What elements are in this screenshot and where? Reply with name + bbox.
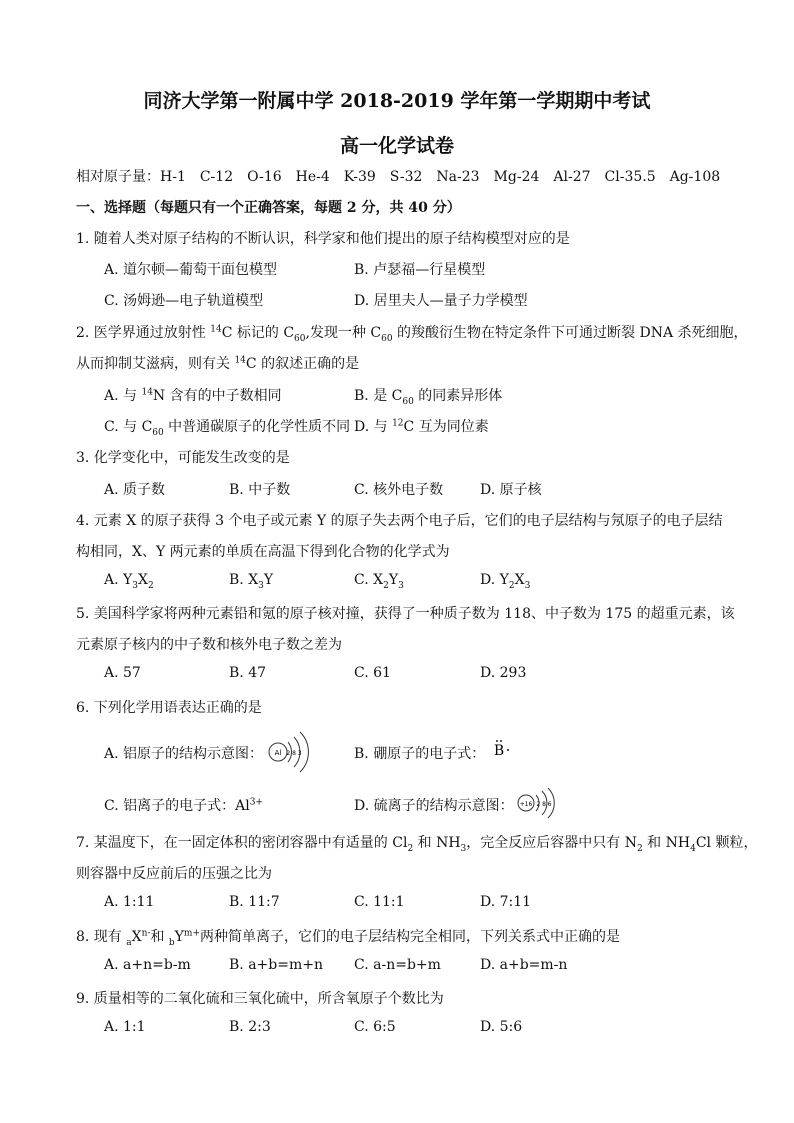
question-9-option-c: C. 6:5 xyxy=(354,1019,396,1035)
question-6-option-c: C. 铝离子的电子式：$Al^{3+}$ xyxy=(104,797,263,814)
sulfide-shell-counts: 2 8 6 xyxy=(536,801,552,808)
question-7-option-c: C. 11:1 xyxy=(354,894,405,910)
question-3-option-b: B. 中子数 xyxy=(229,482,291,498)
question-2-stem-line2: 从而抑制艾滋病，则有关 $^{14}$C 的叙述正确的是 xyxy=(76,355,360,372)
question-3-option-c: C. 核外电子数 xyxy=(354,482,444,498)
question-8-option-c: C. a-n=b+m xyxy=(354,957,441,973)
question-7-option-b: B. 11:7 xyxy=(229,894,280,910)
question-2-stem: 2. 医学界通过放射性 $^{14}$C 标记的 $C_{60}$,发现一种 $C_{60}$ 的羧酸衍生物在特定条件下可通过断裂 DNA 杀死细胞， xyxy=(76,324,748,344)
question-5-stem-line2: 元素原子核内的中子数和核外电子数之差为 xyxy=(76,637,342,653)
question-9-option-a: A. 1:1 xyxy=(104,1019,146,1035)
question-3-option-a: A. 质子数 xyxy=(104,482,166,498)
question-3-stem: 3. 化学变化中，可能发生改变的是 xyxy=(76,450,290,466)
exam-title: 同济大学第一附属中学 2018-2019 学年第一学期期中考试 xyxy=(143,90,651,112)
question-9-option-b: B. 2:3 xyxy=(229,1019,271,1035)
question-1-stem: 1. 随着人类对原子结构的不断认识，科学家和他们提出的原子结构模型对应的是 xyxy=(76,231,570,247)
question-6-option-b: B. 硼原子的电子式： xyxy=(354,746,486,762)
question-6-stem: 6. 下列化学用语表达正确的是 xyxy=(76,700,262,716)
question-4-option-a: A. $Y_3X_2$ xyxy=(104,572,154,591)
question-3-option-d: D. 原子核 xyxy=(480,482,542,498)
question-5-option-c: C. 61 xyxy=(354,665,391,681)
sulfide-nucleus-label: +16 xyxy=(519,801,533,808)
question-8-stem: 8. 现有 $_aX^{n-}$和 $_bY^{m+}$两种简单离子，它们的电子层结构完全相同，下列关系式中正确的是 xyxy=(76,928,620,948)
question-5-option-d: D. 293 xyxy=(480,665,527,681)
question-2-option-b: B. 是 $C_{60}$ 的同素异形体 xyxy=(354,388,503,407)
question-9-stem: 9. 质量相等的二氧化硫和三氧化硫中，所含氧原子个数比为 xyxy=(76,991,444,1007)
question-2-option-c: C. 与 $C_{60}$ 中普通碳原子的化学性质不同 xyxy=(104,419,351,438)
question-1-option-a: A. 道尔顿—葡萄干面包模型 xyxy=(104,262,278,278)
aluminum-shell-counts: 2 8 3 xyxy=(286,750,302,757)
question-8-option-a: A. a+n=b-m xyxy=(104,957,191,973)
exam-subtitle: 高一化学试卷 xyxy=(339,135,454,157)
question-7-option-d: D. 7:11 xyxy=(480,894,532,910)
question-8-option-d: D. a+b=m-n xyxy=(480,957,568,973)
question-8-option-b: B. a+b=m+n xyxy=(229,957,323,973)
boron-electron-dot xyxy=(488,736,510,766)
section-heading: 一、选择题（每题只有一个正确答案，每题 2 分，共 40 分） xyxy=(76,200,461,216)
question-7-stem: 7. 某温度下，在一固定体积的密闭容器中有适量的 $Cl_2$ 和 $NH_3$，完全反应后容器中只有 $N_2$ 和 $NH_4Cl$ 颗粒， xyxy=(76,835,758,854)
question-5-option-b: B. 47 xyxy=(229,665,267,681)
question-1-option-c: C. 汤姆逊—电子轨道模型 xyxy=(104,293,264,309)
question-7-stem-line2: 则容器中反应前后的压强之比为 xyxy=(76,866,272,882)
question-9-option-d: D. 5:6 xyxy=(480,1019,523,1035)
question-4-option-c: C. $X_2Y_3$ xyxy=(354,572,404,591)
question-4-stem-line2: 构相同，X、Y 两元素的单质在高温下得到化合物的化学式为 xyxy=(76,544,450,560)
question-6-option-d: D. 硫离子的结构示意图： xyxy=(354,798,514,814)
boron-symbol: B xyxy=(493,743,505,759)
question-7-option-a: A. 1:11 xyxy=(104,894,155,910)
question-6-option-a: A. 铝原子的结构示意图： xyxy=(104,746,264,762)
sulfide-ion-diagram xyxy=(516,786,560,820)
question-5-stem: 5. 美国科学家将两种元素铅和氪的原子核对撞，获得了一种质子数为 118、中子数为 175 的超重元素，该 xyxy=(76,606,735,622)
question-4-option-d: D. $Y_2X_3$ xyxy=(480,572,531,591)
atomic-masses: 相对原子量：H-1 C-12 O-16 He-4 K-39 S-32 Na-23 Mg-24 Al-27 Cl-35.5 Ag-108 xyxy=(76,169,721,185)
question-1-option-b: B. 卢瑟福—行星模型 xyxy=(354,262,486,278)
question-5-option-a: A. 57 xyxy=(104,665,141,681)
question-2-option-a: A. 与 $^{14}$N 含有的中子数相同 xyxy=(104,387,282,404)
question-1-option-d: D. 居里夫人—量子力学模型 xyxy=(354,293,528,309)
aluminum-atom-diagram xyxy=(266,728,310,776)
question-4-option-b: B. $X_3Y$ xyxy=(229,572,274,591)
question-4-stem: 4. 元素 X 的原子获得 3 个电子或元素 Y 的原子失去两个电子后，它们的电子层结构与氖原子的电子层结 xyxy=(76,513,723,529)
aluminum-nucleus-label: Al xyxy=(274,749,282,757)
question-2-option-d: D. 与 $^{12}$C 互为同位素 xyxy=(354,418,489,435)
